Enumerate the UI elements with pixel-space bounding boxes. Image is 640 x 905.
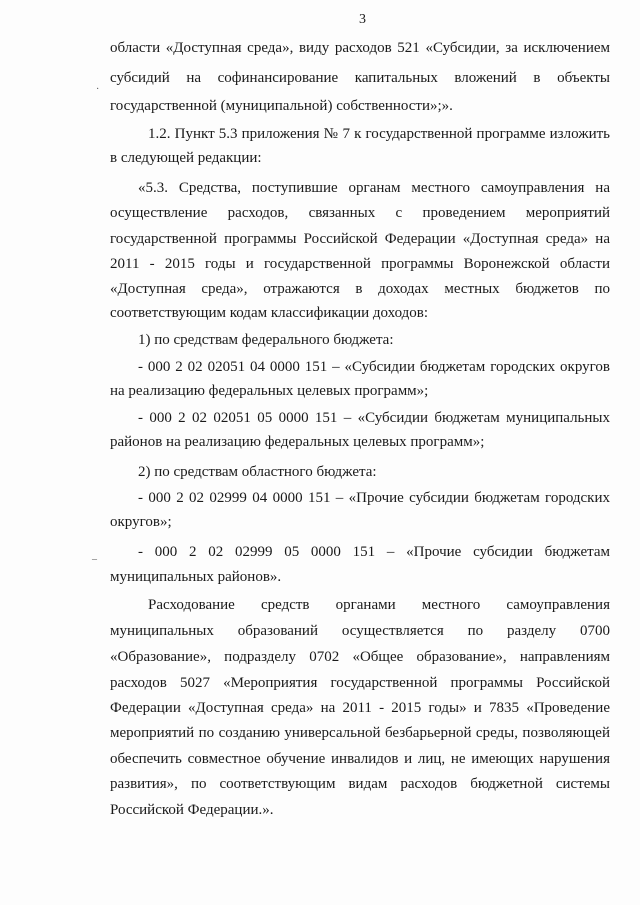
body-text-line: муниципальных районов». [110, 569, 282, 585]
scan-mark: · [96, 84, 100, 95]
body-text-line: расходов 5027 «Мероприятия государственной программы Российской [110, 675, 610, 691]
body-text-line: субсидий на софинансирование капитальных вложений в объекты [110, 70, 610, 86]
body-text-line: мероприятий по созданию универсальной безбарьерной среды, позволяющей [110, 725, 610, 741]
body-text-line: районов на реализацию федеральных целевых программ»; [110, 434, 485, 450]
body-text-line: государственной (муниципальной) собственности»;». [110, 98, 453, 114]
body-text-line: обеспечить совместное обучение инвалидов и лиц, не имеющих нарушения [110, 751, 610, 767]
page-number: 3 [359, 12, 366, 27]
body-text-line: соответствующим кодам классификации доходов: [110, 305, 429, 321]
body-text-line: Федерации «Доступная среда» на 2011 - 2015 годы» и 7835 «Проведение [110, 700, 610, 716]
body-text-line: на реализацию федеральных целевых программ»; [110, 383, 429, 399]
body-text-line: - 000 2 02 02051 04 0000 151 – «Субсидии бюджетам городских округов [138, 359, 610, 375]
body-text-line: Расходование средств органами местного самоуправления [148, 597, 610, 613]
body-text-line: 1.2. Пункт 5.3 приложения № 7 к государственной программе изложить [148, 126, 610, 142]
body-text-line: Российской Федерации.». [110, 802, 274, 818]
body-text-line: развития», по соответствующим видам расходов бюджетной системы [110, 776, 610, 792]
body-text-line: - 000 2 02 02051 05 0000 151 – «Субсидии бюджетам муниципальных [138, 410, 610, 426]
body-text-line: в следующей редакции: [110, 150, 262, 166]
body-text-line: «Доступная среда», отражаются в доходах местных бюджетов по [110, 281, 610, 297]
body-text-line: «5.3. Средства, поступившие органам местного самоуправления на [138, 180, 610, 196]
body-text-line: государственной программы Российской Федерации «Доступная среда» на [110, 231, 610, 247]
scan-mark: – [92, 554, 97, 565]
body-text-line: муниципальных образований осуществляется по разделу 0700 [110, 623, 610, 639]
body-text-line: осуществление расходов, связанных с проведением мероприятий [110, 205, 610, 221]
body-text-line: - 000 2 02 02999 05 0000 151 – «Прочие субсидии бюджетам [138, 544, 610, 560]
body-text-line: округов»; [110, 514, 172, 530]
body-text-line: 1) по средствам федерального бюджета: [138, 332, 394, 348]
body-text-line: 2) по средствам областного бюджета: [138, 464, 377, 480]
body-text-line: 2011 - 2015 годы и государственной программы Воронежской области [110, 256, 610, 272]
body-text-line: области «Доступная среда», виду расходов 521 «Субсидии, за исключением [110, 40, 610, 56]
body-text-line: - 000 2 02 02999 04 0000 151 – «Прочие субсидии бюджетам городских [138, 490, 610, 506]
body-text-line: «Образование», подразделу 0702 «Общее образование», направлениям [110, 649, 610, 665]
